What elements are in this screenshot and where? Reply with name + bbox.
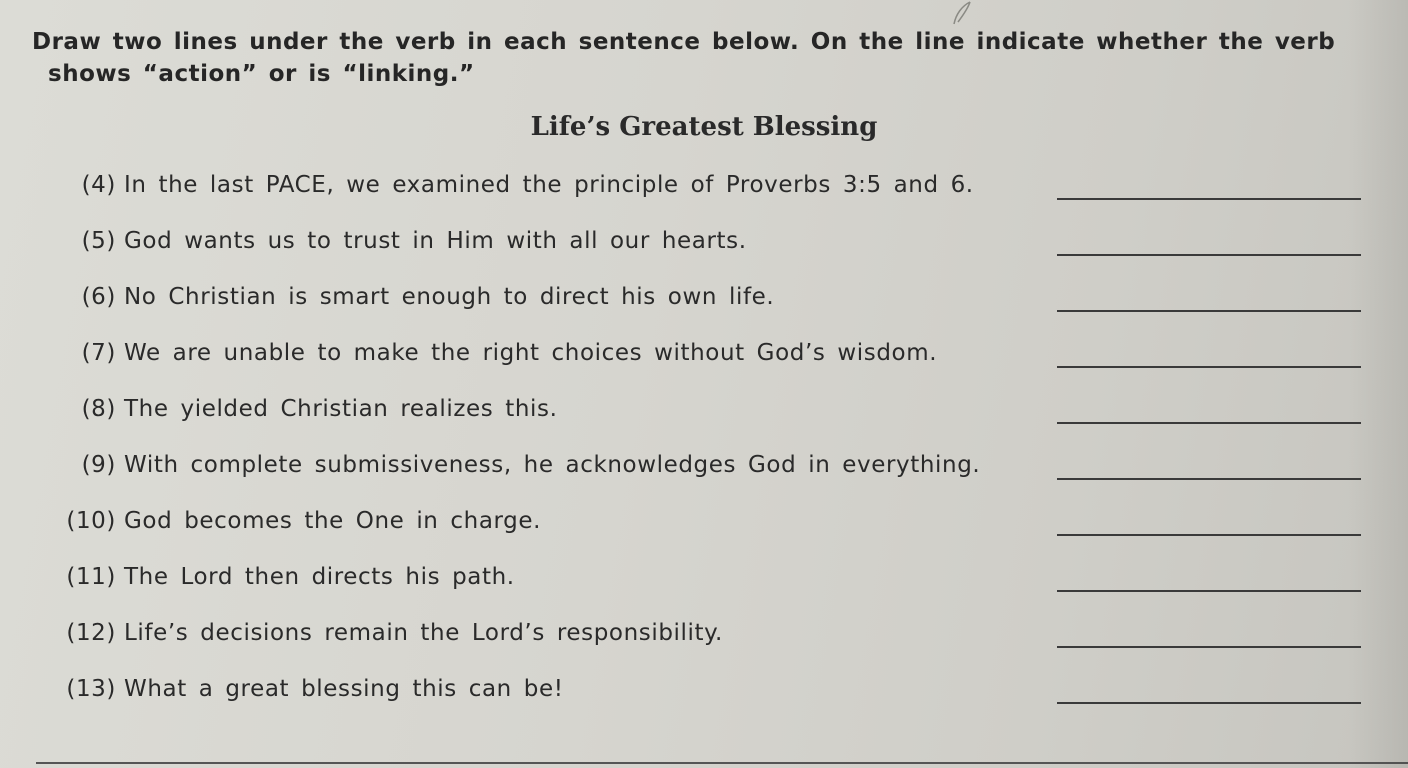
answer-line[interactable] bbox=[1057, 422, 1361, 424]
bottom-divider bbox=[36, 762, 1408, 764]
instructions-line-1: Draw two lines under the verb in each sentence below. On the line indicate whether the verb bbox=[32, 29, 1336, 55]
item-sentence: The Lord then directs his path. bbox=[124, 564, 515, 590]
exercise-item bbox=[0, 618, 1408, 658]
item-sentence: God becomes the One in charge. bbox=[124, 508, 542, 534]
item-number: (8) bbox=[81, 396, 116, 422]
item-number: (10) bbox=[66, 508, 116, 534]
exercise-item bbox=[0, 562, 1408, 602]
item-sentence: In the last PACE, we examined the principle of Proverbs 3:5 and 6. bbox=[124, 172, 974, 198]
instructions bbox=[32, 26, 1372, 90]
item-number: (12) bbox=[66, 620, 116, 646]
item-sentence: With complete submissiveness, he acknowledges God in everything. bbox=[124, 452, 981, 478]
item-number: (7) bbox=[81, 340, 116, 366]
answer-line[interactable] bbox=[1057, 198, 1361, 200]
answer-line[interactable] bbox=[1057, 590, 1361, 592]
exercise-item bbox=[0, 282, 1408, 322]
worksheet-title: Life’s Greatest Blessing bbox=[530, 112, 878, 142]
answer-line[interactable] bbox=[1057, 366, 1361, 368]
exercise-item bbox=[0, 394, 1408, 434]
item-number: (13) bbox=[66, 676, 116, 702]
pencil-mark-icon bbox=[950, 0, 974, 26]
exercise-item bbox=[0, 450, 1408, 490]
page-edge-shadow bbox=[1348, 0, 1408, 768]
answer-line[interactable] bbox=[1057, 702, 1361, 704]
item-number: (9) bbox=[81, 452, 116, 478]
exercise-item bbox=[0, 170, 1408, 210]
item-sentence: No Christian is smart enough to direct his own life. bbox=[124, 284, 775, 310]
item-sentence: We are unable to make the right choices without God’s wisdom. bbox=[124, 340, 938, 366]
answer-line[interactable] bbox=[1057, 534, 1361, 536]
item-sentence: God wants us to trust in Him with all our hearts. bbox=[124, 228, 747, 254]
item-number: (11) bbox=[66, 564, 116, 590]
exercise-item bbox=[0, 506, 1408, 546]
answer-line[interactable] bbox=[1057, 254, 1361, 256]
instructions-line-2: shows “action” or is “linking.” bbox=[48, 61, 475, 87]
exercise-item bbox=[0, 338, 1408, 378]
answer-line[interactable] bbox=[1057, 478, 1361, 480]
exercise-item bbox=[0, 674, 1408, 714]
answer-line[interactable] bbox=[1057, 310, 1361, 312]
item-sentence: What a great blessing this can be! bbox=[124, 676, 564, 702]
item-sentence: The yielded Christian realizes this. bbox=[124, 396, 558, 422]
item-number: (6) bbox=[81, 284, 116, 310]
item-number: (5) bbox=[81, 228, 116, 254]
exercise-item bbox=[0, 226, 1408, 266]
item-sentence: Life’s decisions remain the Lord’s responsibility. bbox=[124, 620, 723, 646]
item-number: (4) bbox=[81, 172, 116, 198]
answer-line[interactable] bbox=[1057, 646, 1361, 648]
